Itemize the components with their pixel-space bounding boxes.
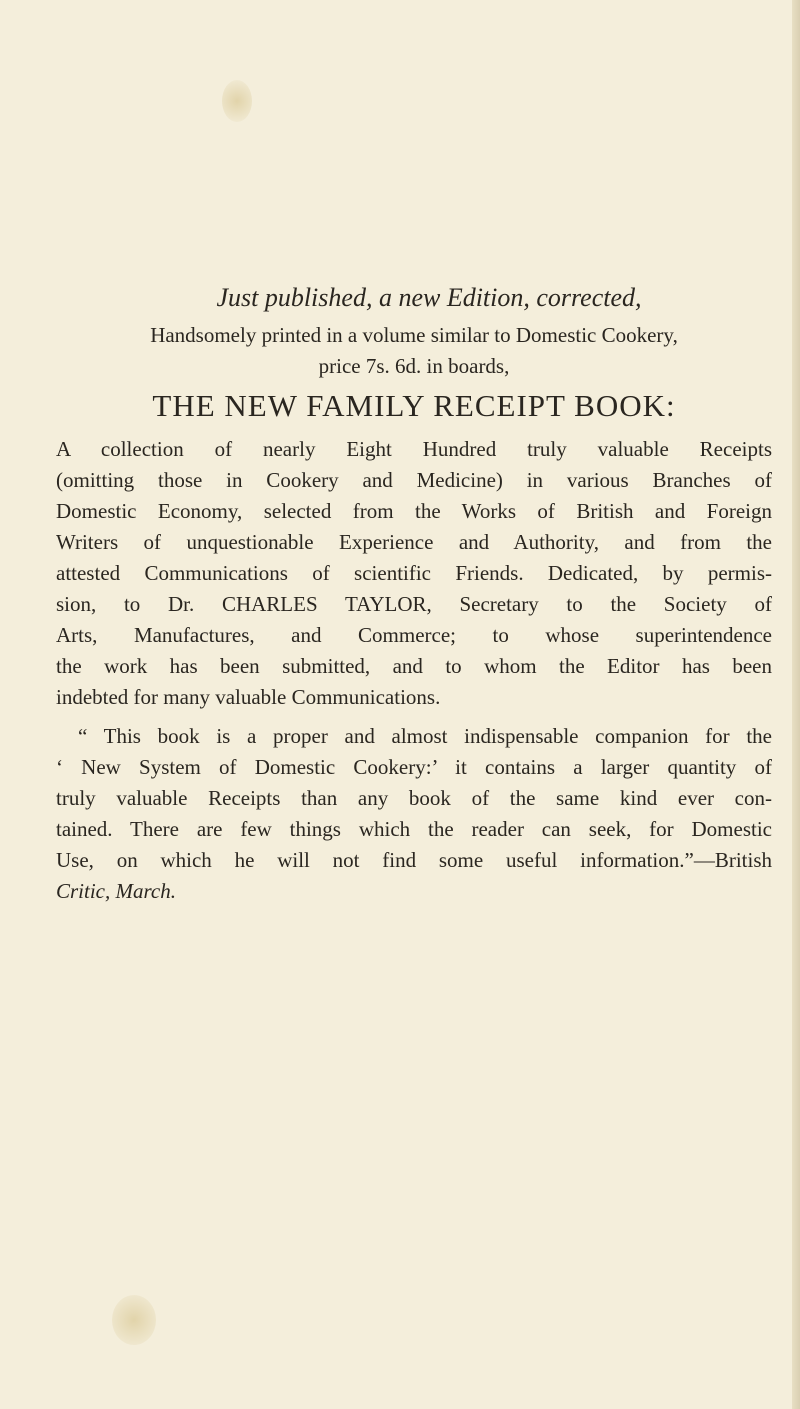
foxing-spot xyxy=(222,80,252,122)
description-line: sion, to Dr. CHARLES TAYLOR, Secretary to the Society of xyxy=(56,592,772,616)
review-line: truly valuable Receipts than any book of the same kind ever con- xyxy=(56,786,772,810)
review-line: “ This book is a proper and almost indispensable companion for the xyxy=(78,724,772,748)
book-title: THE NEW FAMILY RECEIPT BOOK: xyxy=(152,388,676,423)
description-line: (omitting those in Cookery and Medicine) in various Branches of xyxy=(56,468,772,492)
description-line: the work has been submitted, and to whom the Editor has been xyxy=(56,654,772,678)
description-line: Domestic Economy, selected from the Works of British and Foreign xyxy=(56,499,772,523)
review-line: tained. There are few things which the reader can seek, for Domestic xyxy=(56,817,772,841)
description-line: A collection of nearly Eight Hundred truly valuable Receipts xyxy=(56,437,772,461)
subtitle-format: Handsomely printed in a volume similar to Domestic Cookery, xyxy=(150,323,678,347)
page-edge xyxy=(792,0,800,1409)
review-line: ‘ New System of Domestic Cookery:’ it contains a larger quantity of xyxy=(56,755,772,779)
review-quote xyxy=(56,721,772,907)
headline: Just published, a new Edition, corrected, xyxy=(216,283,642,312)
review-line: Use, on which he will not find some useful information.”—British xyxy=(56,848,772,872)
book-advertisement xyxy=(56,280,772,907)
description-line: Writers of unquestionable Experience and Authority, and from the xyxy=(56,530,772,554)
description-paragraph xyxy=(56,434,772,713)
description-line: indebted for many valuable Communications. xyxy=(56,685,441,709)
subtitle-price: price 7s. 6d. in boards, xyxy=(318,354,510,378)
foxing-spot xyxy=(112,1295,156,1345)
review-source: Critic, March. xyxy=(56,879,176,903)
description-line: attested Communications of scientific Friends. Dedicated, by permis- xyxy=(56,561,772,585)
description-line: Arts, Manufactures, and Commerce; to whose superintendence xyxy=(56,623,772,647)
